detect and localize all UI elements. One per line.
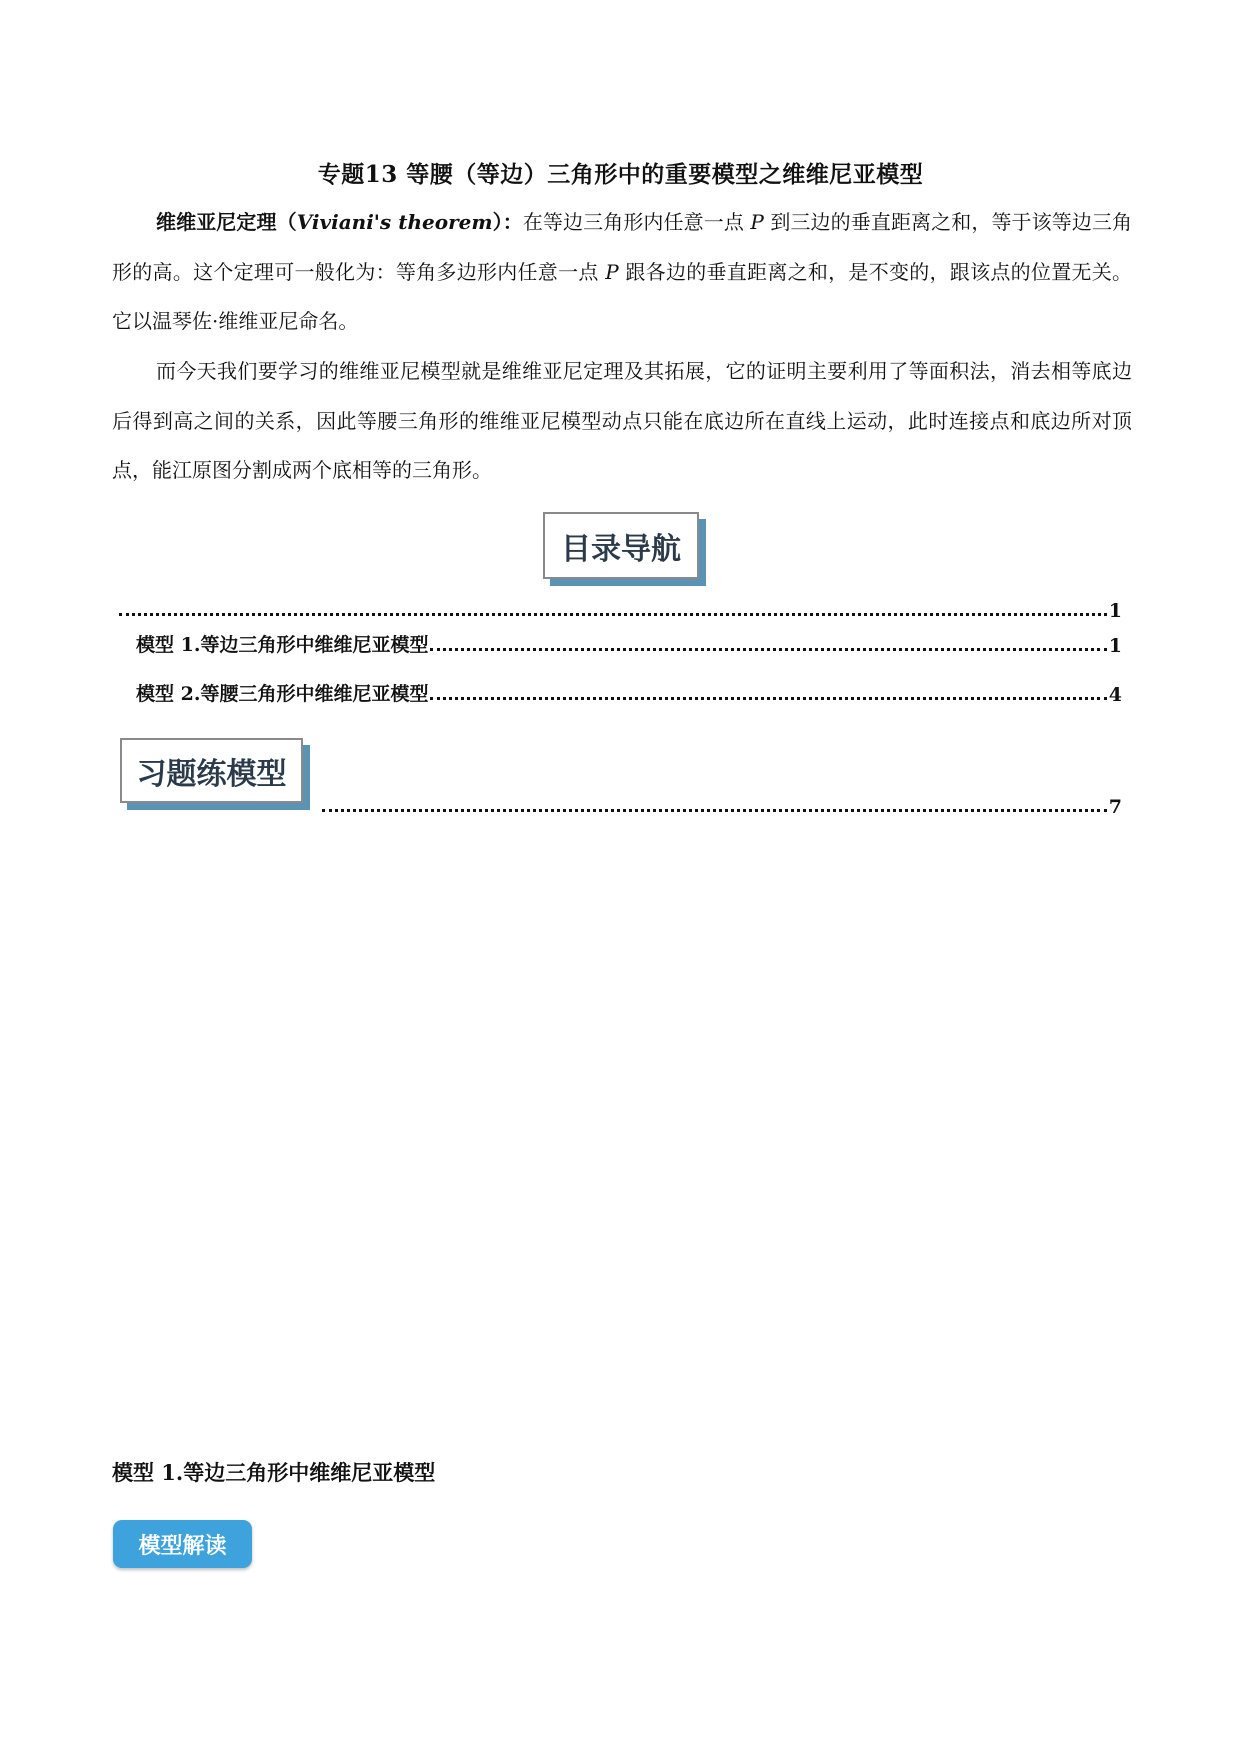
toc-leader-dots [430,696,1106,700]
practice-heading-label: 习题练模型 [136,756,287,792]
intro-text-1: 在等边三角形内任意一点 [522,210,744,234]
tag-label: 模型解读 [138,1533,227,1559]
paren-open: （ [276,210,297,234]
intro-text-2: 到三边的垂直距离之和，等于该等边三角形的高。这个定理可一般化为：等角多边形内任意一点 [112,210,1133,284]
intro-text-3: 跟各边的垂直距离之和，是不变的，跟该点的位置无关。它以温琴佐·维维亚尼命名。 [112,259,1133,333]
toc-entry-page: 7 [1108,796,1122,818]
toc-entry-label: 模型 1.等边三角形中维维尼亚模型 [136,634,429,656]
toc-entry[interactable] [136,680,1122,706]
intro-paragraph [112,198,1132,347]
toc-entry-practice[interactable] [320,792,1122,818]
variable-p: P [750,210,764,234]
variable-p-2: P [605,259,619,284]
theorem-term: 维维亚尼定理 [156,210,277,234]
toc-entry-page: 4 [1108,684,1122,706]
toc-entry[interactable] [117,596,1122,622]
section-heading: 模型 1.等边三角形中维维尼亚模型 [112,1460,436,1485]
paren-close: ）： [492,210,523,234]
toc-entry-page: 1 [1108,600,1122,622]
toc-entry-label: 模型 2.等腰三角形中维维尼亚模型 [136,683,429,705]
toc-heading-label: 目录导航 [561,531,681,567]
toc-entry-page: 1 [1108,635,1122,657]
page-title: 专题13 等腰（等边）三角形中的重要模型之维维尼亚模型 [317,161,924,188]
toc-leader-dots [322,808,1107,812]
theorem-term-english: Viviani's theorem [296,210,493,234]
body-paragraph: 而今天我们要学习的维维亚尼模型就是维维亚尼定理及其拓展，它的证明主要利用了等面积法，消去相等底边后得到高之间的关系，因此等腰三角形的维维亚尼模型动点只能在底边所在直线上运动，此时连接点和底边所对顶点，能江原图分割成两个底相等的三角形。 [112,359,1132,482]
toc-leader-dots [119,612,1107,616]
toc-leader-dots [430,647,1106,651]
toc-heading-box [543,512,699,579]
toc-entry[interactable] [136,631,1122,657]
practice-heading-box [120,738,303,803]
model-interpretation-tag [113,1520,252,1568]
